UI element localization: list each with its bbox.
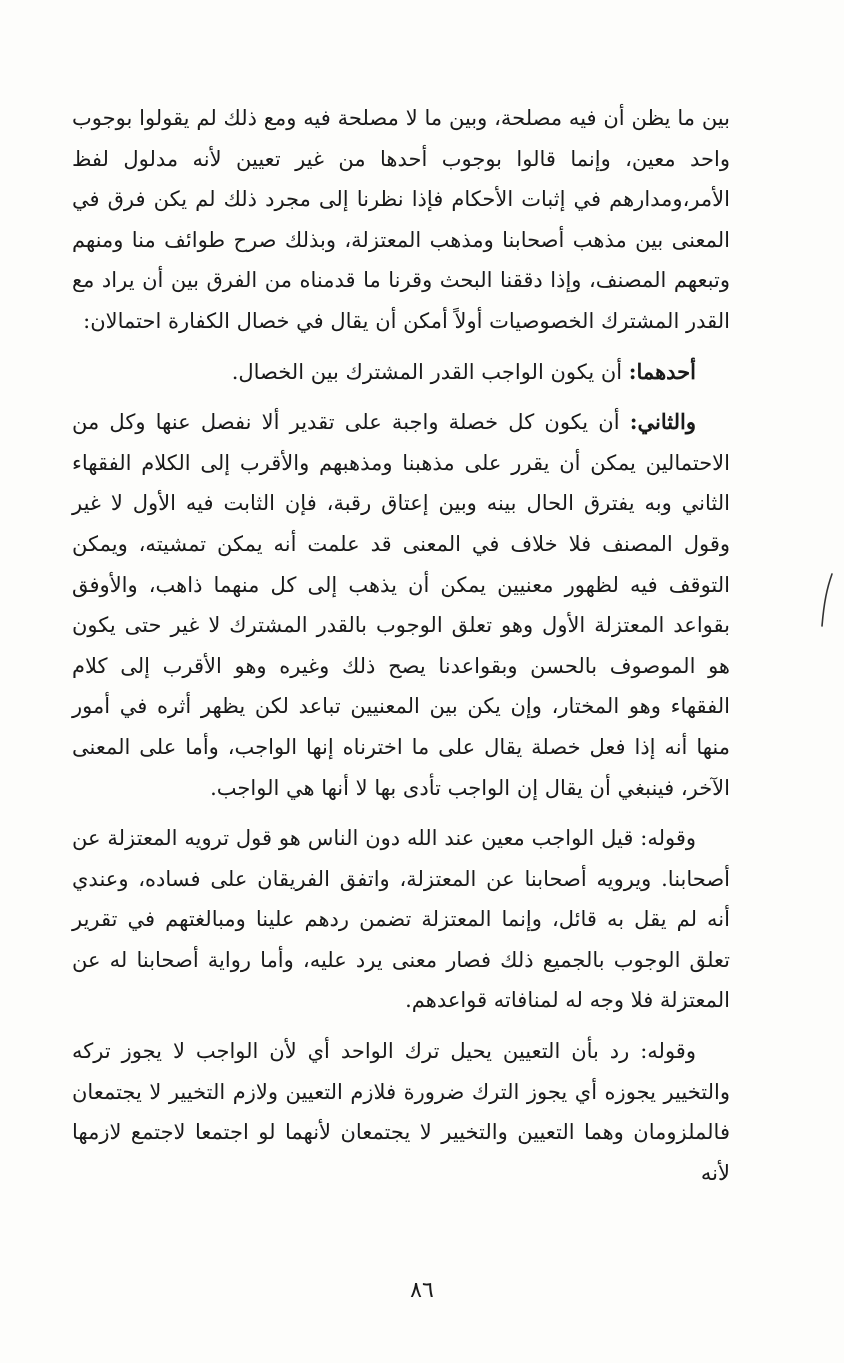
paragraph-3-lead: والثاني: — [629, 409, 696, 435]
margin-pencil-mark — [818, 570, 838, 630]
page-number: ٨٦ — [410, 1278, 434, 1303]
paragraph-5-text: وقوله: رد بأن التعيين يحيل ترك الواحد أي لأن الواجب لا يجوز تركه والتخيير يجوزه أي يجوز الترك ضرورة فلازم التعيين ولازم التخيير لا يجتمعان فالملزومان وهما التعيين والتخيير لا يجتمعان لأنهما لو اجتمعا لاجتمع لازمها لأنه — [72, 1039, 730, 1185]
paragraph-2-lead: أحدهما: — [628, 358, 696, 384]
paragraph-2 — [72, 352, 730, 393]
paragraph-5 — [72, 1031, 730, 1193]
paragraph-2-text: أن يكون الواجب القدر المشترك بين الخصال. — [231, 359, 629, 384]
paragraph-1 — [72, 98, 730, 342]
body-text — [72, 98, 730, 1193]
paragraph-4 — [72, 818, 730, 1021]
paragraph-4-text: وقوله: قيل الواجب معين عند الله دون الناس هو قول ترويه المعتزلة عن أصحابنا. ويرويه أصحابنا عن المعتزلة، واتفق الفريقان على فساده، وعندي أنه لم يقل به قائل، وإنما المعتزلة تضمن ردهم علينا ومبالغتهم في تقرير تعلق الوجوب بالجميع ذلك فصار معنى يرد عليه، وأما رواية أصحابنا له عن المعتزلة فلا وجه له لمنافاته قواعدهم. — [72, 826, 730, 1013]
paragraph-1-text: بين ما يظن أن فيه مصلحة، وبين ما لا مصلحة فيه ومع ذلك لم يقولوا بوجوب واحد معين، وإنما قالوا بوجوب أحدها من غير تعيين لأنه مدلول لفظ الأمر،ومدارهم في إثبات الأحكام فإذا نظرنا إلى مجرد ذلك لم يكن فرق في المعنى بين مذهب أصحابنا ومذهب المعتزلة، وبذلك صرح طوائف منا ومنهم وتبعهم المصنف، وإذا دققنا البحث وقرنا ما قدمناه من الفرق بين أن يراد مع القدر المشترك الخصوصيات أولاً أمكن أن يقال في خصال الكفارة احتمالان: — [72, 106, 730, 333]
paragraph-3-text: أن يكون كل خصلة واجبة على تقدير ألا نفصل عنها وكل من الاحتمالين يمكن أن يقرر على مذهبنا ومذهبهم والأقرب إلى الكلام الفقهاء الثاني وبه يفترق الحال بينه وبين إعتاق رقبة، فإن الثابت فيه الأول لا غير وقول المصنف فلا خلاف في المعنى قد علمت أنه يمكن تمشيته، ويمكن التوقف فيه لظهور معنيين يمكن أن يذهب إلى كل منهما ذاهب، والأوفق بقواعد المعتزلة الأول وهو تعلق الوجوب بالقدر المشترك لا غير حتى يكون هو الموصوف بالحسن وبقواعدنا يصح ذلك وغيره وهو الأقرب إلى كلام الفقهاء وهو المختار، وإن يكن بين المعنيين تباعد لكن يظهر أثره في أمور منها أنه إذا فعل خصلة يقال على ما اخترناه إنها الواجب، وأما على المعنى الآخر، فينبغي أن يقال إن الواجب تأدى بها لا أنها هي الواجب. — [72, 410, 730, 800]
paragraph-3 — [72, 402, 730, 808]
